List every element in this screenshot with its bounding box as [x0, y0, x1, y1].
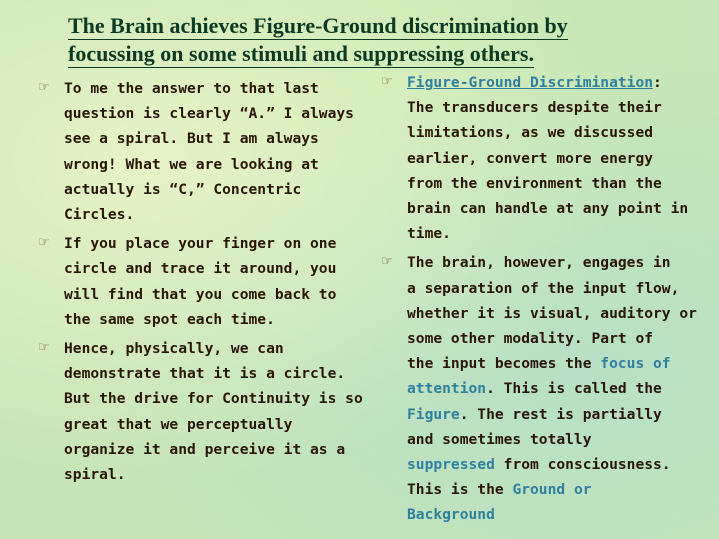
- pointing-hand-icon: ☞: [38, 235, 50, 251]
- text-line: some other modality. Part of: [407, 330, 654, 348]
- text-segment: This is the: [407, 481, 513, 499]
- pointing-hand-icon: ☞: [38, 340, 50, 356]
- text-line: Circles.: [64, 206, 135, 224]
- focus-term: focus of: [600, 355, 671, 373]
- background-term: Background: [407, 506, 495, 524]
- text-line: question is clearly “A.” I always: [64, 105, 354, 123]
- text-line: Hence, physically, we can: [64, 340, 284, 358]
- figure-ground-term: Figure-Ground Discrimination: [407, 74, 654, 91]
- text-line: actually is “C,” Concentric: [64, 180, 302, 198]
- text-line: [407, 452, 711, 477]
- left-column: [38, 76, 368, 491]
- text-segment: the input becomes the: [407, 355, 601, 373]
- text-line: a separation of the input flow,: [407, 279, 680, 297]
- ground-term: Ground or: [512, 481, 592, 499]
- text-line: The transducers despite their: [407, 99, 662, 117]
- pointing-hand-icon: ☞: [38, 80, 50, 95]
- text-line: time.: [407, 225, 451, 243]
- text-line: brain can handle at any point in: [407, 200, 689, 218]
- text-line: To me the answer to that last: [64, 80, 319, 97]
- text-line: spiral.: [64, 466, 126, 484]
- text-line: demonstrate that it is a circle.: [64, 365, 346, 383]
- text-line: wrong! What we are looking at: [64, 155, 319, 173]
- text-line: But the drive for Continuity is so: [64, 390, 363, 408]
- text-segment: . This is called the: [486, 380, 662, 398]
- text-line: [407, 351, 711, 376]
- pointing-hand-icon: ☞: [381, 74, 393, 89]
- text-line: [407, 402, 711, 427]
- text-line: earlier, convert more energy: [407, 149, 654, 167]
- attention-term: attention: [407, 380, 487, 398]
- pointing-hand-icon: ☞: [381, 254, 393, 270]
- text-line: see a spiral. But I am always: [64, 130, 319, 148]
- right-column: [381, 70, 711, 532]
- text-line: limitations, as we discussed: [407, 124, 654, 142]
- text-line: will find that you come back to: [64, 285, 337, 303]
- title-line-1: The Brain achieves Figure-Ground discrimination by: [68, 13, 568, 38]
- bullet-separation: [381, 250, 711, 527]
- bullet-trace-circle: [38, 231, 368, 332]
- text-line: circle and trace it around, you: [64, 260, 337, 278]
- text-line: the same spot each time.: [64, 310, 275, 328]
- text-segment: from consciousness.: [494, 456, 671, 474]
- term-line: [407, 70, 711, 95]
- text-line: The brain, however, engages in: [407, 254, 671, 272]
- text-line: [407, 477, 711, 502]
- text-line: from the environment than the: [407, 174, 662, 192]
- slide-title: [68, 12, 688, 68]
- title-line-2: focussing on some stimuli and suppressing others.: [68, 41, 534, 66]
- text-line: whether it is visual, auditory or: [407, 304, 697, 322]
- text-segment: . The rest is partially: [459, 405, 662, 423]
- bullet-spiral: [38, 76, 368, 227]
- term-colon: :: [653, 74, 662, 91]
- text-line: [407, 376, 711, 401]
- bullet-continuity: [38, 336, 368, 487]
- figure-term: Figure: [407, 405, 460, 423]
- text-line: organize it and perceive it as a: [64, 440, 346, 458]
- text-line: and sometimes totally: [407, 430, 592, 448]
- suppressed-term: suppressed: [407, 456, 495, 474]
- text-line: If you place your finger on one: [64, 235, 337, 253]
- text-line: great that we perceptually: [64, 415, 293, 433]
- bullet-figure-ground: [381, 70, 711, 246]
